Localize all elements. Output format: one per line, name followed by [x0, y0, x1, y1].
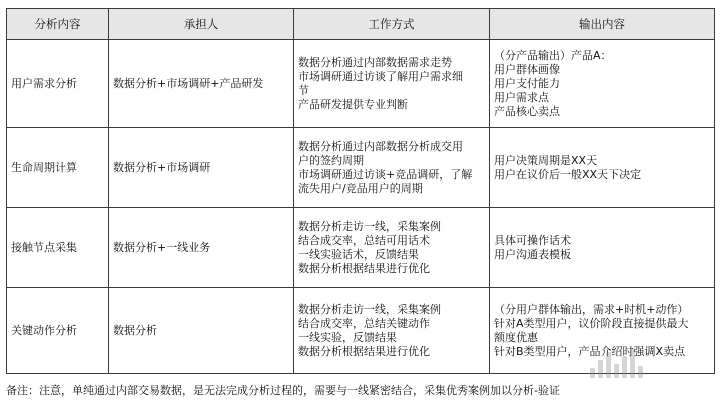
- header-owner: 承担人: [109, 9, 294, 40]
- cell-owner: 数据分析+市场调研: [109, 128, 294, 208]
- cell-output: （分产品输出）产品A： 用户群体画像 用户支付能力 用户需求点 产品核心卖点: [490, 40, 715, 128]
- table-row: [7, 40, 715, 128]
- cell-owner: 数据分析: [109, 288, 294, 374]
- table-row: [7, 208, 715, 288]
- cell-method: 数据分析通过内部数据分析成交用 户的签约周期 市场调研通过访谈+竞品调研，了解 流失用户/竞品用户的周期: [294, 128, 490, 208]
- cell-method: 数据分析走访一线，采集案例 结合成交率，总结关键动作 一线实验，反馈结果 数据分析根据结果进行优化: [294, 288, 490, 374]
- footnote: 备注：注意，单纯通过内部交易数据，是无法完成分析过程的，需要与一线紧密结合，采集优秀案例加以分析-验证: [6, 384, 560, 397]
- cell-output: （分用户群体输出，需求+时机+动作） 针对A类型用户，议价阶段直接提供最大 额度优惠 针对B类型用户，产品介绍时强调X卖点: [490, 288, 715, 374]
- header-content: 分析内容: [7, 9, 109, 40]
- header-method: 工作方式: [294, 9, 490, 40]
- table-row: [7, 128, 715, 208]
- watermark-logo: [590, 340, 650, 378]
- cell-content: 生命周期计算: [7, 128, 109, 208]
- cell-owner: 数据分析+市场调研+产品研发: [109, 40, 294, 128]
- cell-content: 关键动作分析: [7, 288, 109, 374]
- cell-content: 用户需求分析: [7, 40, 109, 128]
- cell-content: 接触节点采集: [7, 208, 109, 288]
- analysis-table: [6, 8, 715, 374]
- table-header-row: [7, 9, 715, 40]
- cell-method: 数据分析走访一线，采集案例 结合成交率，总结可用话术 一线实验话术，反馈结果 数据分析根据结果进行优化: [294, 208, 490, 288]
- cell-owner: 数据分析+一线业务: [109, 208, 294, 288]
- cell-output: 用户决策周期是XX天 用户在议价后一般XX天下决定: [490, 128, 715, 208]
- header-output: 输出内容: [490, 9, 715, 40]
- cell-method: 数据分析通过内部数据需求走势 市场调研通过访谈了解用户需求细 节 产品研发提供专业判断: [294, 40, 490, 128]
- cell-output: 具体可操作话术 用户沟通表模板: [490, 208, 715, 288]
